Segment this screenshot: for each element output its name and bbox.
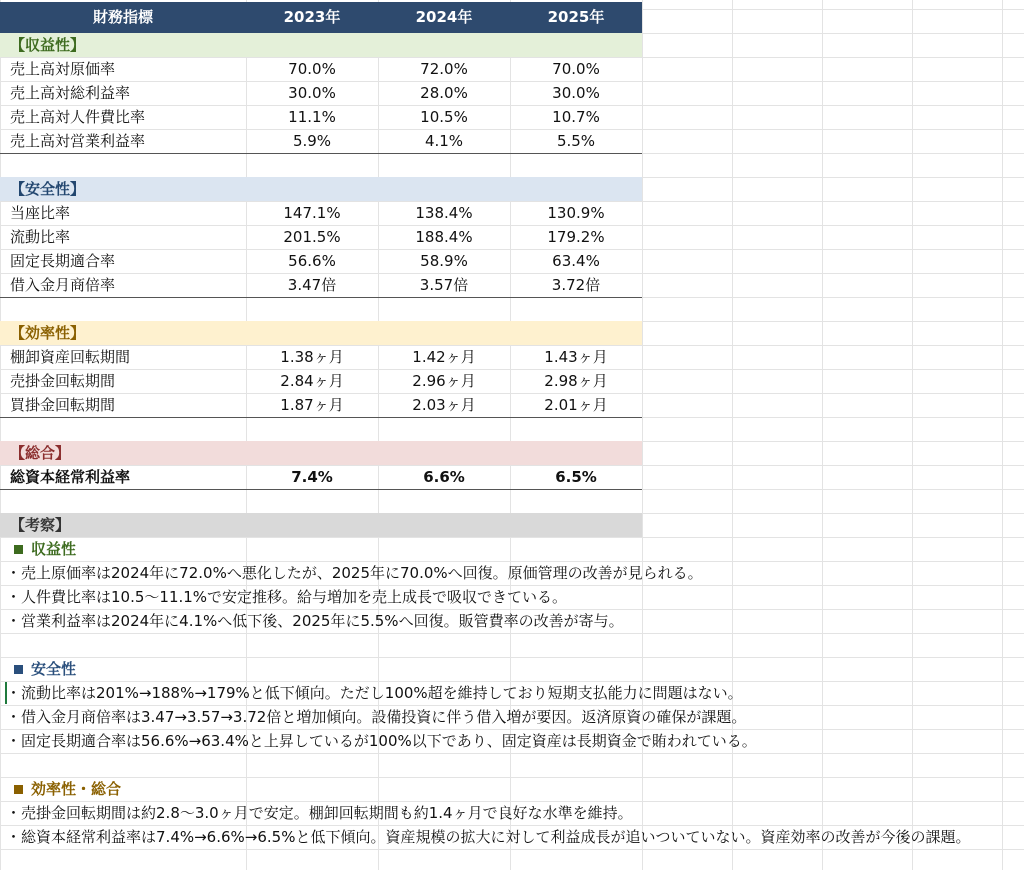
row-label[interactable]: 借入金月商倍率 <box>10 276 116 294</box>
table-header-row <box>0 2 642 33</box>
value-cell[interactable]: 4.1% <box>424 132 464 150</box>
value-cell[interactable]: 63.4% <box>552 252 600 270</box>
table-row[interactable] <box>0 273 642 298</box>
table-row[interactable] <box>0 249 642 273</box>
analysis-subheading-label: 収益性 <box>31 540 77 558</box>
square-bullet-icon <box>14 545 23 554</box>
analysis-line-text[interactable]: ・流動比率は201%→188%→179%と低下傾向。ただし100%超を維持しており短期支払能力に問題はない。 <box>6 684 743 702</box>
section-title[interactable]: 【収益性】 <box>10 36 86 54</box>
square-bullet-icon <box>14 665 23 674</box>
analysis-line[interactable] <box>0 801 1024 825</box>
table-row[interactable] <box>0 57 642 81</box>
value-cell[interactable]: 7.4% <box>291 468 333 486</box>
row-label[interactable]: 買掛金回転期間 <box>10 396 116 414</box>
section-header[interactable] <box>0 33 642 57</box>
row-label[interactable]: 流動比率 <box>10 228 71 246</box>
analysis-line-text[interactable]: ・固定長期適合率は56.6%→63.4%と上昇しているが100%以下であり、固定資産は長期資金で賄われている。 <box>6 732 757 750</box>
square-bullet-icon <box>14 785 23 794</box>
value-cell[interactable]: 5.9% <box>292 132 332 150</box>
table-row[interactable] <box>0 465 642 490</box>
row-label[interactable]: 固定長期適合率 <box>10 252 116 270</box>
row-label[interactable]: 棚卸資産回転期間 <box>10 348 131 366</box>
value-cell[interactable]: 3.47倍 <box>287 276 337 294</box>
table-row[interactable] <box>0 369 642 393</box>
value-cell[interactable]: 147.1% <box>283 204 341 222</box>
analysis-line[interactable] <box>0 705 1024 729</box>
analysis-line[interactable] <box>0 681 1024 705</box>
value-cell[interactable]: 2.03ヶ月 <box>412 396 476 414</box>
value-cell[interactable]: 28.0% <box>420 84 468 102</box>
analysis-line[interactable] <box>0 561 1024 585</box>
header-cell-year[interactable]: 2025年 <box>547 8 605 26</box>
row-label[interactable]: 売上高対人件費比率 <box>10 108 146 126</box>
section-title[interactable]: 【総合】 <box>10 444 71 462</box>
analysis-subheading-label: 効率性・総合 <box>31 780 122 798</box>
value-cell[interactable]: 1.87ヶ月 <box>280 396 344 414</box>
analysis-line[interactable] <box>0 825 1024 849</box>
analysis-line[interactable] <box>0 585 1024 609</box>
analysis-line-text[interactable]: ・人件費比率は10.5〜11.1%で安定推移。給与増加を売上成長で吸収できている。 <box>6 588 568 606</box>
value-cell[interactable]: 201.5% <box>283 228 341 246</box>
analysis-subheading[interactable] <box>0 777 642 801</box>
value-cell[interactable]: 10.7% <box>552 108 600 126</box>
analysis-subheading[interactable] <box>0 657 642 681</box>
section-title[interactable]: 【安全性】 <box>10 180 86 198</box>
value-cell[interactable]: 70.0% <box>552 60 600 78</box>
value-cell[interactable]: 5.5% <box>556 132 596 150</box>
analysis-title[interactable] <box>0 513 642 537</box>
analysis-title-label[interactable]: 【考察】 <box>10 516 71 534</box>
row-label[interactable]: 売上高対営業利益率 <box>10 132 146 150</box>
value-cell[interactable]: 179.2% <box>547 228 605 246</box>
value-cell[interactable]: 58.9% <box>420 252 468 270</box>
section-header[interactable] <box>0 177 642 201</box>
section-header[interactable] <box>0 441 642 465</box>
value-cell[interactable]: 2.01ヶ月 <box>544 396 608 414</box>
table-row[interactable] <box>0 81 642 105</box>
value-cell[interactable]: 2.96ヶ月 <box>412 372 476 390</box>
analysis-subheading[interactable] <box>0 537 642 561</box>
value-cell[interactable]: 6.6% <box>423 468 465 486</box>
header-cell-label[interactable]: 財務指標 <box>92 8 153 26</box>
header-cell-year[interactable]: 2024年 <box>415 8 473 26</box>
value-cell[interactable]: 3.72倍 <box>551 276 601 294</box>
row-label[interactable]: 売上高対総利益率 <box>10 84 131 102</box>
value-cell[interactable]: 30.0% <box>288 84 336 102</box>
table-row[interactable] <box>0 393 642 418</box>
analysis-line-text[interactable]: ・売上原価率は2024年に72.0%へ悪化したが、2025年に70.0%へ回復。原価管理の改善が見られる。 <box>6 564 703 582</box>
section-header[interactable] <box>0 321 642 345</box>
value-cell[interactable]: 130.9% <box>547 204 605 222</box>
value-cell[interactable]: 138.4% <box>415 204 473 222</box>
table-row[interactable] <box>0 225 642 249</box>
table-row[interactable] <box>0 129 642 154</box>
value-cell[interactable]: 1.42ヶ月 <box>412 348 476 366</box>
value-cell[interactable]: 188.4% <box>415 228 473 246</box>
value-cell[interactable]: 3.57倍 <box>419 276 469 294</box>
value-cell[interactable]: 11.1% <box>288 108 336 126</box>
analysis-line[interactable] <box>0 729 1024 753</box>
analysis-line-text[interactable]: ・借入金月商倍率は3.47→3.57→3.72倍と増加傾向。設備投資に伴う借入増が要因。返済原資の確保が課題。 <box>6 708 747 726</box>
value-cell[interactable]: 72.0% <box>420 60 468 78</box>
analysis-line-text[interactable]: ・総資本経常利益率は7.4%→6.6%→6.5%と低下傾向。資産規模の拡大に対して利益成長が追いついていない。資産効率の改善が今後の課題。 <box>6 828 971 846</box>
table-row[interactable] <box>0 345 642 369</box>
value-cell[interactable]: 56.6% <box>288 252 336 270</box>
section-title[interactable]: 【効率性】 <box>10 324 86 342</box>
row-label[interactable]: 売上高対原価率 <box>10 60 116 78</box>
row-label[interactable]: 売掛金回転期間 <box>10 372 116 390</box>
analysis-line-text[interactable]: ・売掛金回転期間は約2.8〜3.0ヶ月で安定。棚卸回転期間も約1.4ヶ月で良好な水準を維持。 <box>6 804 633 822</box>
value-cell[interactable]: 30.0% <box>552 84 600 102</box>
row-label[interactable]: 総資本経常利益率 <box>10 468 131 486</box>
table-row[interactable] <box>0 201 642 225</box>
analysis-subheading-label: 安全性 <box>31 660 77 678</box>
value-cell[interactable]: 2.84ヶ月 <box>280 372 344 390</box>
value-cell[interactable]: 1.38ヶ月 <box>280 348 344 366</box>
analysis-line[interactable] <box>0 609 1024 633</box>
value-cell[interactable]: 6.5% <box>555 468 597 486</box>
value-cell[interactable]: 70.0% <box>288 60 336 78</box>
header-cell-year[interactable]: 2023年 <box>283 8 341 26</box>
value-cell[interactable]: 1.43ヶ月 <box>544 348 608 366</box>
table-row[interactable] <box>0 105 642 129</box>
analysis-line-text[interactable]: ・営業利益率は2024年に4.1%へ低下後、2025年に5.5%へ回復。販管費率の改善が寄与。 <box>6 612 624 630</box>
row-label[interactable]: 当座比率 <box>10 204 71 222</box>
value-cell[interactable]: 2.98ヶ月 <box>544 372 608 390</box>
value-cell[interactable]: 10.5% <box>420 108 468 126</box>
